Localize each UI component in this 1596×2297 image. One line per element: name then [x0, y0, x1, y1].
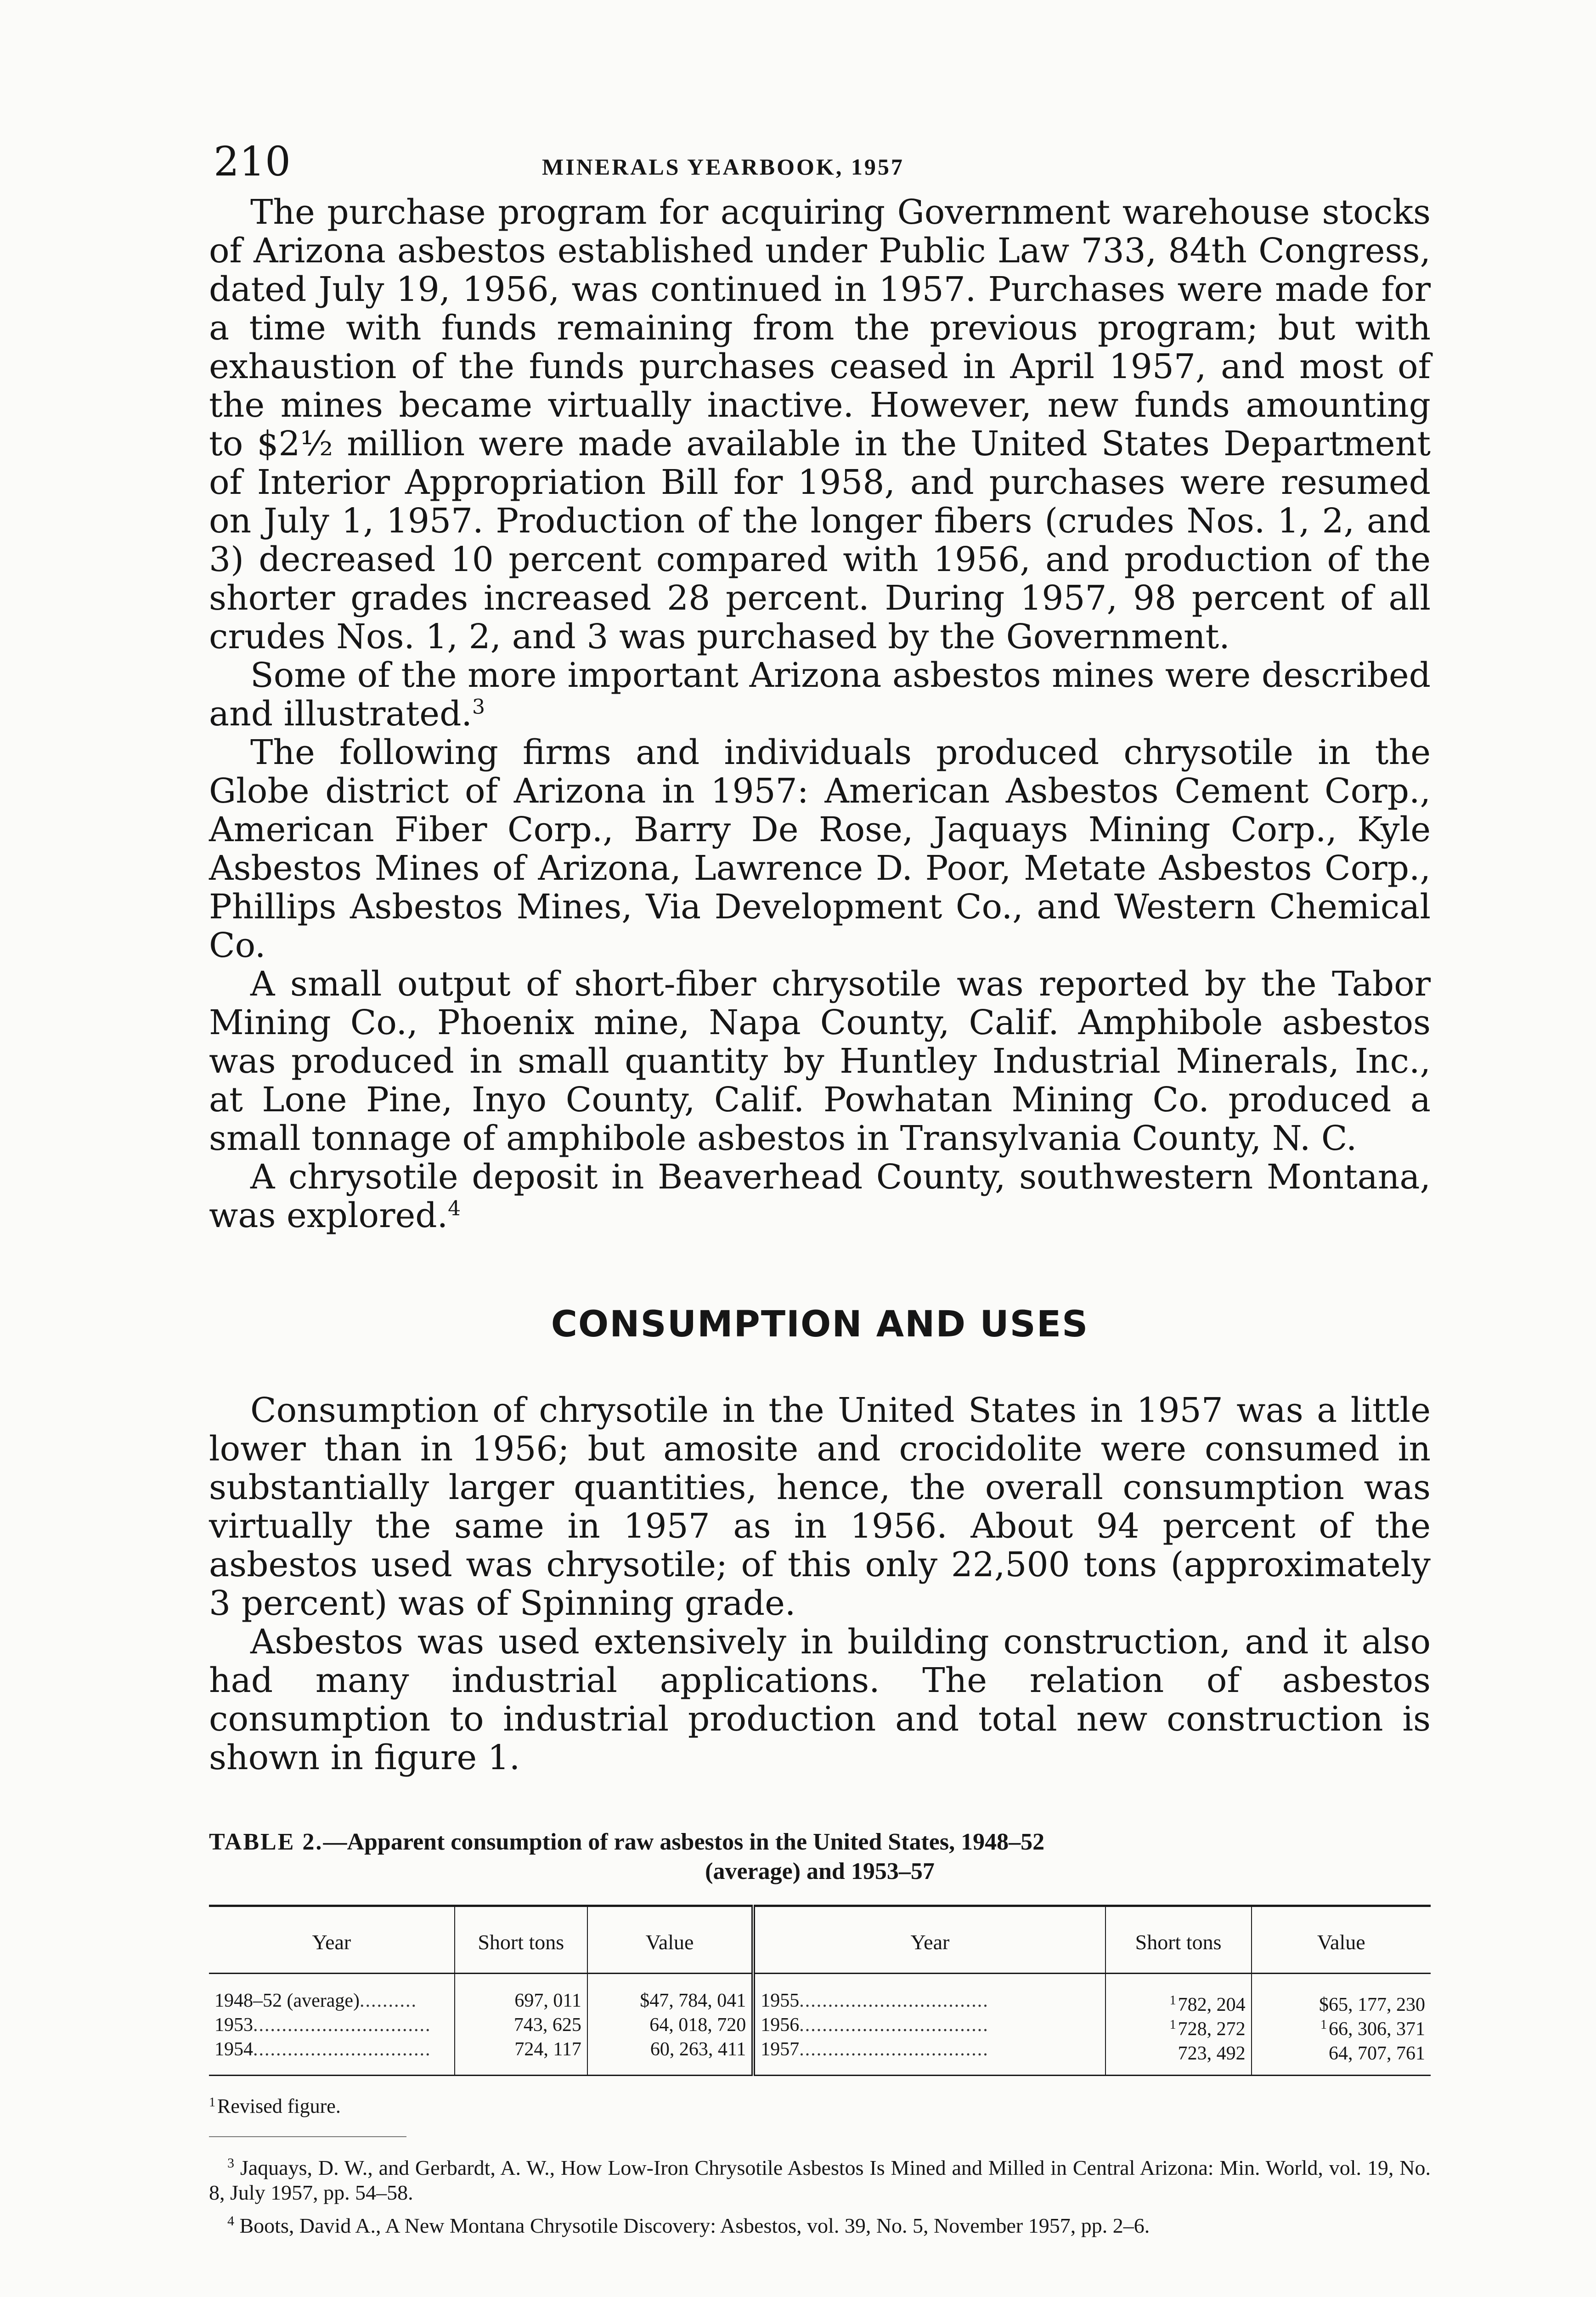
- note-mark: 1: [1169, 2018, 1176, 2032]
- consumption-table: [209, 1905, 1431, 2076]
- paragraph: A small output of short-fiber chrysotile was reported by the Tabor Mining Co., Phoenix mine, Napa County, Calif. Amphibole asbestos was produced in small quantity by Huntley Industrial Minerals, Inc., at Lone Pine, Inyo County, Calif. Powhatan Mining Co. produced a small tonnage of amphibole asbestos in Transylvania County, N. C.: [209, 964, 1431, 1158]
- table-cell: 782, 204: [1178, 1994, 1246, 2015]
- page-header: [209, 138, 1431, 193]
- table-cell: $47, 784, 041: [587, 1974, 753, 2015]
- footnote-mark: 4: [227, 2213, 234, 2229]
- table-title-line1: —Apparent consumption of raw asbestos in the United States, 1948–52: [323, 1829, 1045, 1855]
- table-cell: 1954: [214, 2039, 253, 2060]
- table-note-text: Revised figure.: [217, 2095, 341, 2117]
- table-cell: 64, 707, 761: [1329, 2043, 1425, 2064]
- table-cell: 60, 263, 411: [587, 2039, 753, 2076]
- column-header: Year: [209, 1906, 455, 1974]
- footnote-ref: 4: [448, 1197, 461, 1221]
- footnote-text: Boots, David A., A New Montana Chrysotile Discovery: Asbestos, vol. 39, No. 5, November 1957, pp. 2–6.: [239, 2214, 1150, 2237]
- footnote-text: Jaquays, D. W., and Gerbardt, A. W., How Low-Iron Chrysotile Asbestos Is Mined and Milled in Central Arizona: Min. World, vol. 19, No. 8, July 1957, pp. 54–58.: [209, 2156, 1431, 2204]
- table-cell: 743, 625: [455, 2015, 587, 2039]
- table-cell: 728, 272: [1178, 2019, 1246, 2040]
- paragraph: The following firms and individuals produced chrysotile in the Globe district of Arizona in 1957: American Asbestos Cement Corp., American Fiber Corp., Barry De Rose, Jaquays Mining Corp., Kyle Asbestos Mines of Arizona, Lawrence D. Poor, Metate Asbestos Corp., Phillips Asbestos Mines, Via Development Co., and Western Chemical Co.: [209, 733, 1431, 965]
- note-mark: 1: [209, 2095, 215, 2110]
- column-header: Short tons: [455, 1906, 587, 1974]
- table-cell: 697, 011: [455, 1974, 587, 2015]
- footnote-mark: 3: [227, 2156, 234, 2171]
- page-number: 210: [214, 138, 291, 185]
- table-label: TABLE 2.: [209, 1829, 323, 1855]
- intro-text: [209, 193, 1431, 1235]
- table-cell: 723, 492: [1178, 2043, 1246, 2064]
- table-note: [209, 2094, 1431, 2118]
- column-header: Short tons: [1105, 1906, 1252, 1974]
- table-cell: 1948–52 (average): [214, 1990, 360, 2011]
- table-cell: 64, 018, 720: [587, 2015, 753, 2039]
- paragraph: Asbestos was used extensively in building construction, and it also had many industrial applications. The relation of asbestos consumption to industrial production and total new construction is shown in figure 1.: [209, 1622, 1431, 1777]
- table-title-line2: (average) and 1953–57: [705, 1858, 935, 1884]
- table-cell: 1956: [761, 2015, 800, 2036]
- running-head: MINERALS YEARBOOK, 1957: [542, 154, 904, 180]
- table-header-row: [209, 1906, 1431, 1974]
- footnote-divider: [209, 2136, 406, 2137]
- paragraph: Some of the more important Arizona asbestos mines were described and illustrated.$^3$: [209, 656, 1431, 734]
- table-cell: $65, 177, 230: [1319, 1994, 1425, 2015]
- section-heading: CONSUMPTION AND USES: [551, 1304, 1089, 1345]
- document-page: [209, 138, 1431, 2242]
- footnote-ref: 3: [472, 695, 485, 719]
- table-row: 1948–52 (average).......... 697, 011 $47, 784, 041 1955................................. $^1$782, 204 $65, 177, 230: [209, 1974, 1431, 2015]
- table-cell: 1955: [761, 1990, 800, 2011]
- table-cell: 724, 117: [455, 2039, 587, 2076]
- footnote: [209, 2151, 1431, 2205]
- table-cell: 1953: [214, 2015, 253, 2036]
- note-mark: 1: [1320, 2018, 1327, 2032]
- column-header: Year: [753, 1906, 1105, 1974]
- consumption-text: [209, 1391, 1431, 1777]
- column-header: Value: [587, 1906, 753, 1974]
- table-row: 1954............................... 724, 117 60, 263, 411 1957................................. 723, 492 64, 707, 761: [209, 2039, 1431, 2076]
- footnotes: [209, 2151, 1431, 2238]
- table-row: 1953............................... 743, 625 64, 018, 720 1956................................. $^1$728, 272 $^1$66, 306, 371: [209, 2015, 1431, 2039]
- column-header: Value: [1252, 1906, 1431, 1974]
- table-title: [209, 1827, 1431, 1886]
- table-cell: 1957: [761, 2039, 800, 2060]
- paragraph: A chrysotile deposit in Beaverhead County, southwestern Montana, was explored.$^4$: [209, 1157, 1431, 1235]
- table-cell: 66, 306, 371: [1329, 2019, 1425, 2040]
- footnote: [209, 2209, 1431, 2238]
- paragraph: The purchase program for acquiring Government warehouse stocks of Arizona asbestos established under Public Law 733, 84th Congress, dated July 19, 1956, was continued in 1957. Purchases were made for a time with funds remaining from the previous program; but with exhaustion of the funds purchases ceased in April 1957, and most of the mines became virtually inactive. However, new funds amounting to $2½ million were made available in the United States Department of Interior Appropriation Bill for 1958, and purchases were resumed on July 1, 1957. Production of the longer fibers (crudes Nos. 1, 2, and 3) decreased 10 percent compared with 1956, and production of the shorter grades increased 28 percent. During 1957, 98 percent of all crudes Nos. 1, 2, and 3 was purchased by the Government.: [209, 192, 1431, 656]
- note-mark: 1: [1169, 1993, 1176, 2008]
- paragraph: Consumption of chrysotile in the United States in 1957 was a little lower than in 1956; but amosite and crocidolite were consumed in substantially larger quantities, hence, the overall consumption was virtually the same in 1957 as in 1956. About 94 percent of the asbestos used was chrysotile; of this only 22,500 tons (approximately 3 percent) was of Spinning grade.: [209, 1391, 1431, 1623]
